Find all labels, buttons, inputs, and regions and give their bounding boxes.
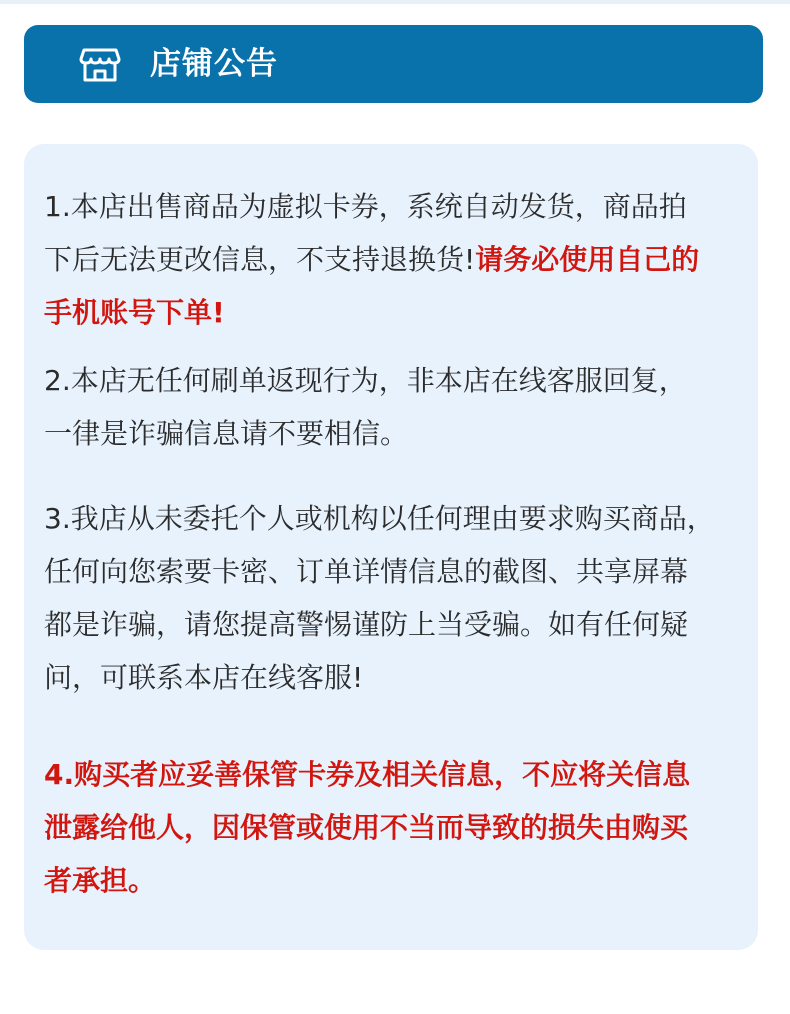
notice-3-line-2: 任何向您索要卡密、订单详情信息的截图、共享屏幕 [44, 555, 689, 588]
notice-paragraph-4 [44, 748, 764, 907]
notice-3-line-4: 问，可联系本店在线客服! [44, 661, 364, 694]
notice-4-line-3: 者承担。 [44, 864, 157, 897]
top-strip [0, 0, 790, 4]
notice-1-line-2-text: 下后无法更改信息，不支持退换货! [44, 243, 476, 276]
notice-paragraph-1 [44, 180, 764, 339]
notice-paragraph-3 [44, 492, 764, 704]
notice-1-line-2 [44, 233, 764, 286]
notice-1-line-3: 手机账号下单! [44, 296, 225, 329]
announcement-header [24, 25, 763, 103]
notice-4-line-2: 泄露给他人，因保管或使用不当而导致的损失由购买 [44, 811, 689, 844]
notice-3-line-1: 3.我店从未委托个人或机构以任何理由要求购买商品， [44, 502, 715, 535]
store-icon [78, 42, 122, 86]
notice-1-line-1: 1.本店出售商品为虚拟卡券，系统自动发货，商品拍 [44, 190, 687, 223]
notice-3-line-3: 都是诈骗，请您提高警惕谨防上当受骗。如有任何疑 [44, 608, 689, 641]
notice-paragraph-2 [44, 354, 764, 460]
header-title: 店铺公告 [150, 46, 278, 82]
notice-1-warning: 请务必使用自己的 [475, 243, 700, 276]
notice-2-line-2: 一律是诈骗信息请不要相信。 [44, 417, 409, 450]
notice-4-line-1: 4.购买者应妥善保管卡券及相关信息，不应将关信息 [44, 758, 691, 791]
notice-2-line-1: 2.本店无任何刷单返现行为，非本店在线客服回复， [44, 364, 687, 397]
